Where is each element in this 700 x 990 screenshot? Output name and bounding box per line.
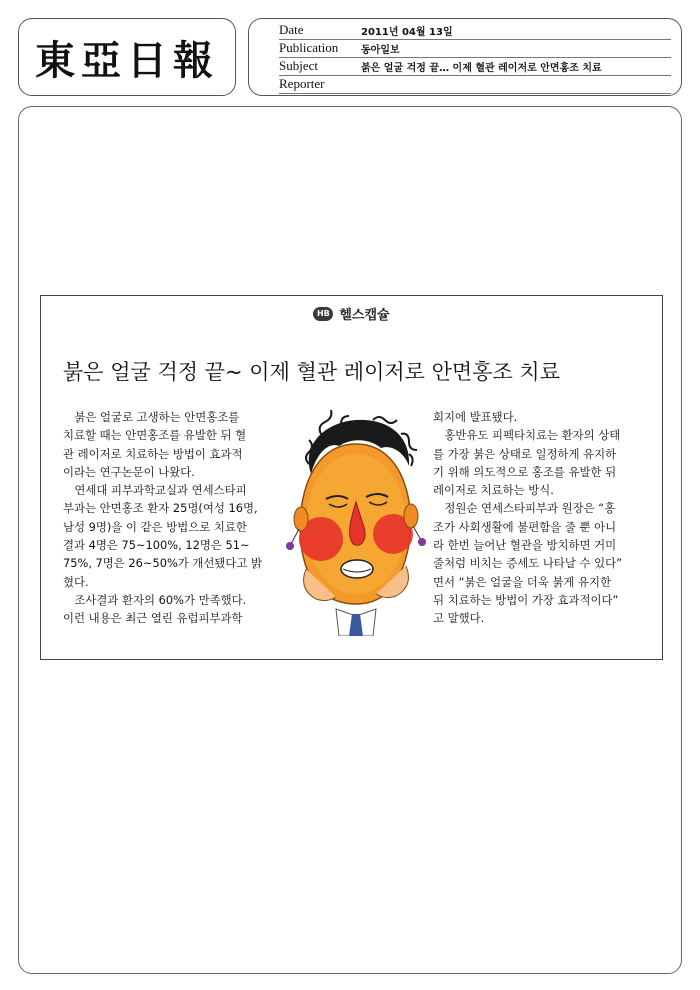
meta-value: 2011년 04월 13일	[361, 26, 453, 38]
article-line: 이라는 연구논문이 나왔다.	[63, 464, 195, 479]
article-line: 면서 “붉은 얼굴을 더욱 붉게 유지한	[433, 574, 612, 589]
article-line: 고 말했다.	[433, 611, 485, 626]
meta-label: Subject	[279, 58, 318, 73]
article-column-right	[433, 408, 643, 628]
article-line: 정원순 연세스타피부과 원장은 “홍	[444, 501, 616, 516]
article-line: 75%, 7명은 26~50%가 개선됐다고 밝	[63, 556, 263, 571]
article-line: 줄처럼 비치는 증세도 나타날 수 있다”	[433, 556, 623, 571]
article-line: 관 레이저로 치료하는 방법이 효과적	[63, 446, 243, 461]
newspaper-logo: 東亞日報	[35, 36, 219, 84]
meta-row-reporter	[279, 75, 671, 94]
meta-row-publication	[279, 39, 671, 58]
article-line: 라 한번 늘어난 혈관을 방치하면 거미	[433, 538, 617, 553]
article-line: 를 가장 붉은 상태로 일정하게 유지하	[433, 446, 617, 461]
article-line: 이런 내용은 최근 열린 유럽피부과학	[63, 611, 243, 626]
meta-label: Reporter	[279, 76, 325, 91]
article-line: 레이저로 치료하는 방식.	[433, 483, 554, 498]
article-line: 연세대 피부과학교실과 연세스타피	[74, 483, 247, 498]
article-line: 뒤 치료하는 방법이 가장 효과적이다”	[433, 592, 619, 607]
meta-row-date	[279, 21, 671, 40]
article-headline: 붉은 얼굴 걱정 끝~ 이제 혈관 레이저로 안면홍조 치료	[63, 360, 561, 384]
section-tag	[41, 304, 662, 323]
article-line: 부과는 안면홍조 환자 25명(여성 16명,	[63, 501, 258, 516]
masthead-logo-box	[18, 18, 236, 96]
article-line: 조가 사회생활에 불편함을 줄 뿐 아니	[433, 519, 617, 534]
section-name: 헬스캡슐	[339, 308, 390, 323]
article-line: 회지에 발표됐다.	[433, 410, 518, 424]
news-clipping	[40, 295, 663, 660]
article-line: 조사결과 환자의 60%가 만족했다.	[74, 592, 247, 607]
article-line: 홍반유도 피펙타치료는 환자의 상태	[444, 428, 621, 443]
article-line: 남성 9명)을 이 같은 방법으로 치료한	[63, 519, 247, 534]
meta-label: Publication	[279, 40, 339, 55]
cartoon-face-illustration	[281, 404, 431, 636]
meta-value: 동아일보	[361, 44, 400, 56]
meta-label: Date	[279, 22, 304, 37]
meta-row-subject	[279, 57, 671, 76]
article-line: 붉은 얼굴로 고생하는 안면홍조를	[74, 410, 240, 424]
article-line: 결과 4명은 75~100%, 12명은 51~	[63, 538, 250, 553]
metadata-box	[248, 18, 682, 96]
article-line: 치료할 때는 안면홍조를 유발한 뒤 혈	[63, 428, 247, 443]
article-line: 혔다.	[63, 574, 89, 589]
meta-value: 붉은 얼굴 걱정 끝… 이제 혈관 레이저로 안면홍조 치료	[361, 62, 602, 74]
article-line: 기 위해 의도적으로 홍조를 유발한 뒤	[433, 464, 617, 479]
article-column-left	[63, 408, 295, 628]
hb-badge-icon: HB	[313, 307, 333, 321]
